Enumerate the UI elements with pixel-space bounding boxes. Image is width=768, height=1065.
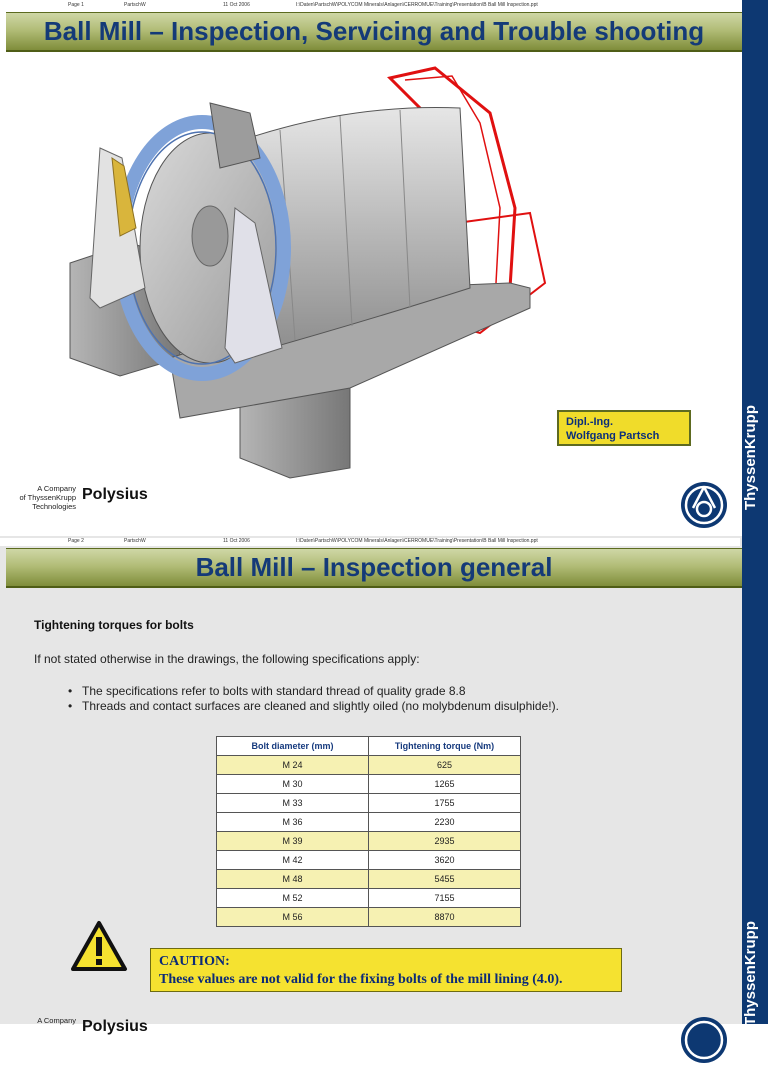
side-brand-band (742, 536, 768, 1027)
page-number: Page 1 (68, 2, 84, 8)
page-number: Page 2 (68, 538, 84, 544)
section-heading: Tightening torques for bolts (34, 618, 194, 632)
torque-table (216, 736, 521, 927)
bolt-diameter-cell: M 52 (217, 889, 369, 908)
author-id: PartschW (124, 2, 146, 8)
table-row (217, 832, 521, 851)
table-header-row (217, 737, 521, 756)
thyssenkrupp-logo-icon (679, 480, 729, 530)
table-row (217, 908, 521, 927)
bolt-diameter-cell: M 39 (217, 832, 369, 851)
slide-title: Ball Mill – Inspection, Servicing and Trouble shooting (43, 16, 705, 46)
bolt-diameter-cell: M 24 (217, 756, 369, 775)
torque-cell: 2230 (369, 813, 521, 832)
bolt-diameter-cell: M 42 (217, 851, 369, 870)
table-row (217, 889, 521, 908)
slide-title: Ball Mill – Inspection general (195, 552, 553, 582)
torque-cell: 3620 (369, 851, 521, 870)
caution-box (150, 948, 622, 992)
torque-cell: 7155 (369, 889, 521, 908)
side-brand-text: ThyssenKrupp (742, 405, 759, 511)
title-bar (6, 548, 742, 588)
company-line-1: A Company (37, 484, 76, 493)
torque-cell: 625 (369, 756, 521, 775)
bolt-diameter-cell: M 36 (217, 813, 369, 832)
author-id: PartschW (124, 538, 146, 544)
slide-2 (0, 536, 768, 1035)
bolt-diameter-cell: M 48 (217, 870, 369, 889)
ball-mill-illustration (60, 58, 560, 478)
author-degree: Dipl.-Ing. (566, 416, 614, 428)
bolt-diameter-cell: M 30 (217, 775, 369, 794)
bolt-diameter-cell: M 56 (217, 908, 369, 927)
table-row (217, 813, 521, 832)
company-tagline: A Company (37, 1016, 76, 1025)
thyssenkrupp-logo-icon (679, 1015, 729, 1065)
table-row (217, 851, 521, 870)
file-path: I:\Daten\PartschW\POLYCOM Minerals\Anlagen\CERROMUE\Training\Presentation\B Ball Mill Inspection.ppt (296, 538, 538, 544)
author-name: Wolfgang Partsch (566, 430, 660, 442)
column-header-diameter: Bolt diameter (mm) (217, 737, 369, 756)
torque-cell: 5455 (369, 870, 521, 889)
bullet-item: • Threads and contact surfaces are cleaned and slightly oiled (no molybdenum disulphide!). (68, 699, 559, 714)
table-row (217, 756, 521, 775)
caution-text: These values are not valid for the fixing bolts of the mill lining (4.0). (159, 972, 563, 987)
torque-cell: 1265 (369, 775, 521, 794)
polysius-brand: Polysius (82, 1018, 148, 1035)
column-header-torque: Tightening torque (Nm) (369, 737, 521, 756)
warning-triangle-icon (70, 920, 128, 972)
file-path: I:\Daten\PartschW\POLYCOM Minerals\Anlagen\CERROMUE\Training\Presentation\B Ball Mill Inspection.ppt (296, 2, 538, 8)
company-line-2: of ThyssenKrupp (19, 493, 76, 502)
side-brand-band (742, 0, 768, 536)
date: 11 Oct 2006 (223, 538, 250, 544)
torque-cell: 2935 (369, 832, 521, 851)
company-tagline (14, 484, 76, 511)
table-row (217, 794, 521, 813)
date: 11 Oct 2006 (223, 2, 250, 8)
slide-meta (0, 2, 740, 10)
company-line-3: Technologies (32, 502, 76, 511)
side-brand-text: ThyssenKrupp (742, 921, 759, 1027)
slide-meta (0, 538, 740, 546)
bullet-item: • The specifications refer to bolts with standard thread of quality grade 8.8 (68, 684, 559, 699)
caution-label: CAUTION: (159, 954, 230, 969)
table-row (217, 870, 521, 889)
bullet-list (68, 684, 559, 714)
torque-cell: 1755 (369, 794, 521, 813)
intro-text: If not stated otherwise in the drawings, the following specifications apply: (34, 652, 420, 666)
torque-cell: 8870 (369, 908, 521, 927)
polysius-brand: Polysius (82, 486, 148, 503)
table-row (217, 775, 521, 794)
bolt-diameter-cell: M 33 (217, 794, 369, 813)
author-box (557, 410, 691, 446)
title-bar (6, 12, 742, 52)
